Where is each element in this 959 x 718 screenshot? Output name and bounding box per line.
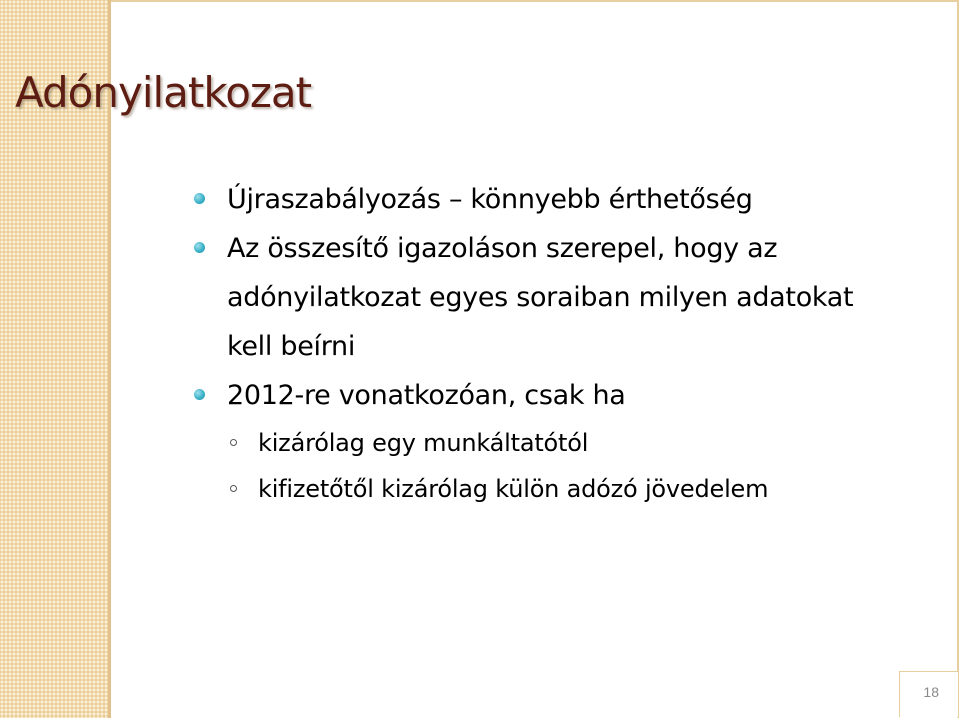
bullet-item-2012 [192, 371, 932, 420]
bullet-dot-icon [194, 193, 205, 204]
sub-bullet-list [192, 420, 932, 512]
bullet-text-line-2: adónyilatkozat egyes soraiban milyen adatokat [227, 282, 854, 313]
bullet-text: 2012-re vonatkozóan, csak ha [227, 380, 626, 411]
bullet-item-summary-certificate [192, 224, 932, 371]
sub-bullet-text: kifizetőtől kizárólag külön adózó jövedelem [258, 475, 769, 503]
top-border-line [111, 0, 959, 2]
sub-bullet-text: kizárólag egy munkáltatótól [258, 429, 589, 457]
bullet-list [192, 175, 932, 512]
bullet-dot-icon [194, 242, 205, 253]
bullet-item-reregulation [192, 175, 932, 224]
bullet-dot-icon [194, 389, 205, 400]
ring-bullet-icon [230, 439, 237, 446]
sub-bullet-item-single-employer [192, 420, 932, 466]
bullet-text-line-3: kell beírni [227, 331, 356, 362]
bullet-text: Újraszabályozás – könnyebb érthetőség [227, 184, 753, 215]
ring-bullet-icon [230, 485, 237, 492]
sub-bullet-container [192, 420, 932, 512]
slide-title: Adónyilatkozat [15, 68, 312, 117]
bullet-text-line-1: Az összesítő igazoláson szerepel, hogy az [227, 233, 778, 264]
sub-bullet-item-separate-income [192, 466, 932, 512]
page-number: 18 [923, 684, 939, 700]
